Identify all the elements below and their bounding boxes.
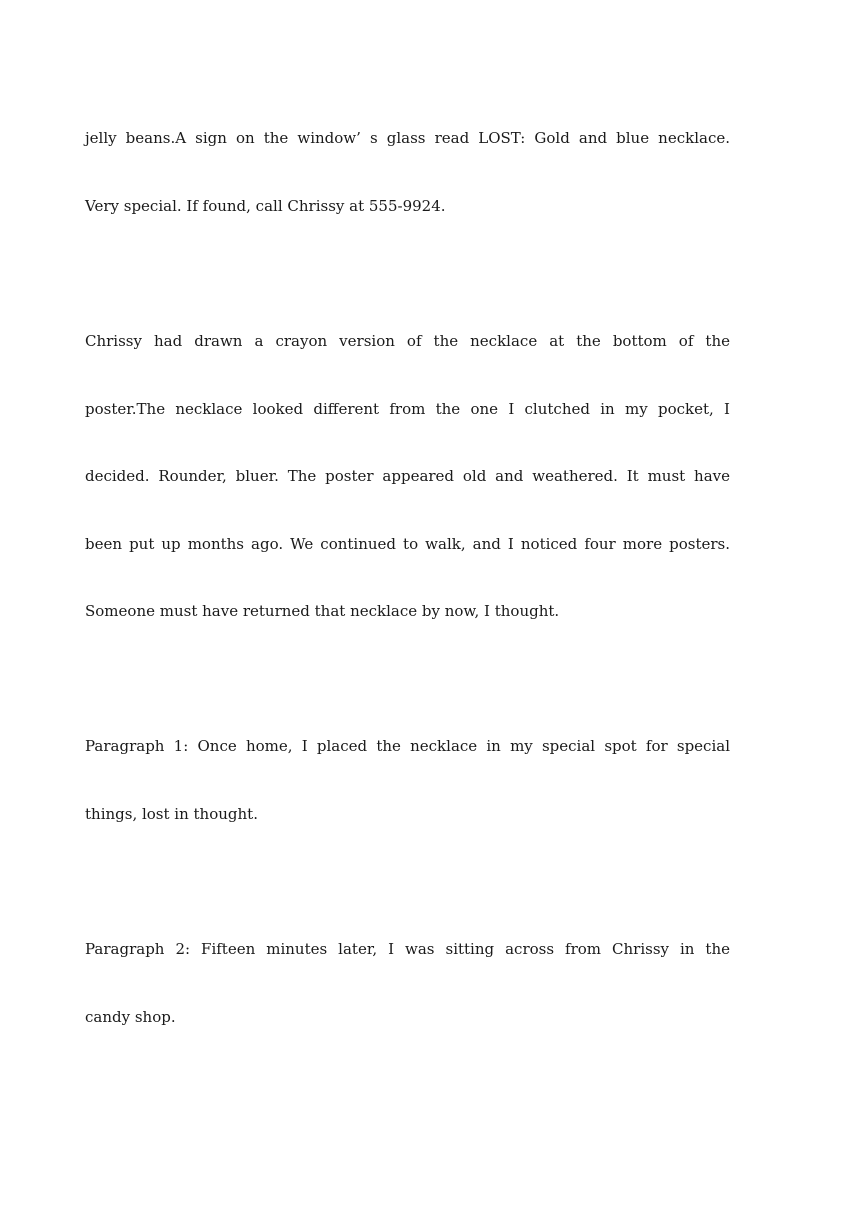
paragraph-line: Someone must have returned that necklace by now, I thought. bbox=[85, 602, 560, 620]
paragraph-line: jelly beans.A sign on the window’ s glass read LOST: Gold and blue necklace. bbox=[85, 129, 730, 147]
paragraph-line: Paragraph 2: Fifteen minutes later, I was sitting across from Chrissy in the bbox=[85, 940, 730, 958]
paragraph-line: poster.The necklace looked different from the one I clutched in my pocket, I bbox=[85, 400, 730, 418]
paragraph-line: things, lost in thought. bbox=[85, 805, 258, 823]
paragraph-line: been put up months ago. We continued to walk, and I noticed four more posters. bbox=[85, 535, 730, 553]
paragraph-line: decided. Rounder, bluer. The poster appeared old and weathered. It must have bbox=[85, 467, 730, 485]
paragraph-line: candy shop. bbox=[85, 1008, 176, 1026]
paragraph-line: Very special. If found, call Chrissy at 555-9924. bbox=[85, 197, 446, 215]
paragraph-line: Chrissy had drawn a crayon version of the necklace at the bottom of the bbox=[85, 332, 730, 350]
paragraph-line: Paragraph 1: Once home, I placed the necklace in my special spot for special bbox=[85, 737, 730, 755]
